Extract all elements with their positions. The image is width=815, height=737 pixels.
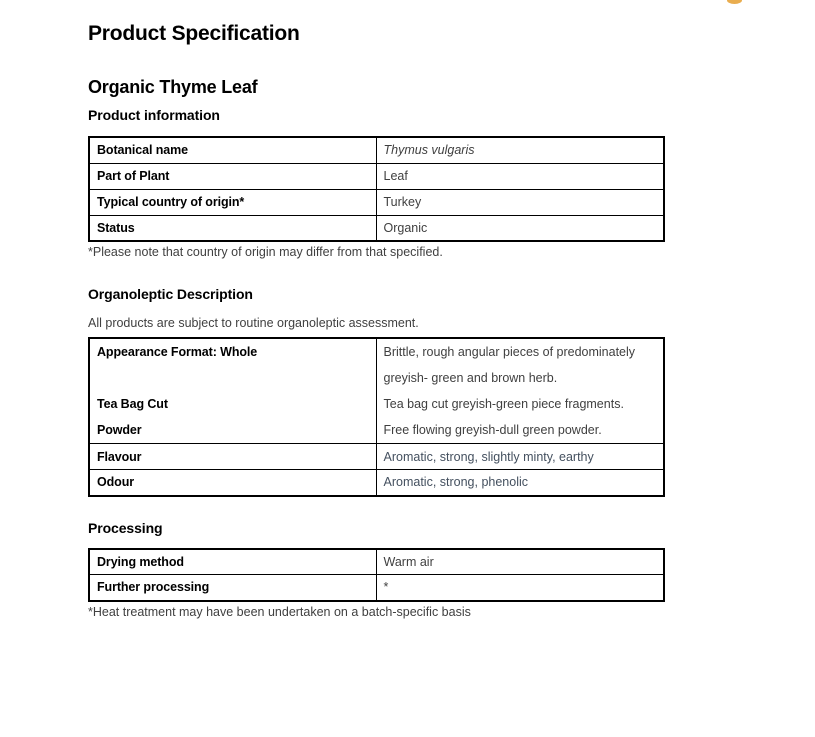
product-info-table	[88, 136, 665, 242]
appearance-value-line: Tea bag cut greyish-green piece fragments.	[383, 397, 624, 411]
product-name-heading: Organic Thyme Leaf	[88, 77, 258, 97]
row-label	[89, 338, 376, 444]
row-value: Warm air	[376, 549, 664, 575]
row-value: Organic	[376, 215, 664, 241]
appearance-value-line: greyish- green and brown herb.	[383, 371, 558, 385]
appearance-label-line	[97, 365, 372, 391]
table-row	[89, 215, 664, 241]
organoleptic-intro: All products are subject to routine organoleptic assessment.	[88, 316, 419, 330]
row-label: Botanical name	[89, 137, 376, 163]
table-row	[89, 137, 664, 163]
processing-table	[88, 548, 665, 602]
table-row	[89, 575, 664, 601]
row-value: *	[376, 575, 664, 601]
appearance-label-line: Tea Bag Cut	[97, 397, 168, 411]
document-title: Product Specification	[88, 22, 300, 45]
section-heading-organoleptic: Organoleptic Description	[88, 286, 253, 302]
row-value: Leaf	[376, 163, 664, 189]
row-value: Thymus vulgaris	[376, 137, 664, 163]
section-heading-processing: Processing	[88, 519, 163, 536]
footnote-heat-treatment: *Heat treatment may have been undertaken on a batch-specific basis	[88, 604, 471, 619]
row-value	[376, 338, 664, 444]
table-row-appearance	[89, 338, 664, 444]
row-label: Odour	[89, 470, 376, 496]
row-value: Aromatic, strong, phenolic	[376, 470, 664, 496]
appearance-label-line: Powder	[97, 423, 142, 437]
table-row	[89, 470, 664, 496]
organoleptic-table	[88, 337, 665, 497]
cropped-logo-mark	[727, 0, 742, 4]
row-label: Status	[89, 215, 376, 241]
footnote-origin: *Please note that country of origin may differ from that specified.	[88, 245, 443, 259]
table-row	[89, 549, 664, 575]
table-row	[89, 189, 664, 215]
section-heading-product-information: Product information	[88, 107, 220, 123]
table-row	[89, 444, 664, 470]
row-label: Typical country of origin*	[89, 189, 376, 215]
row-label: Flavour	[89, 444, 376, 470]
row-label: Part of Plant	[89, 163, 376, 189]
row-label: Drying method	[89, 549, 376, 575]
appearance-value-line: Brittle, rough angular pieces of predominately	[383, 345, 636, 359]
appearance-value-line: Free flowing greyish-dull green powder.	[383, 423, 602, 437]
row-label: Further processing	[89, 575, 376, 601]
row-value: Turkey	[376, 189, 664, 215]
document-content	[88, 0, 665, 620]
appearance-label-line: Appearance Format: Whole	[97, 345, 258, 359]
row-value: Aromatic, strong, slightly minty, earthy	[376, 444, 664, 470]
table-row	[89, 163, 664, 189]
